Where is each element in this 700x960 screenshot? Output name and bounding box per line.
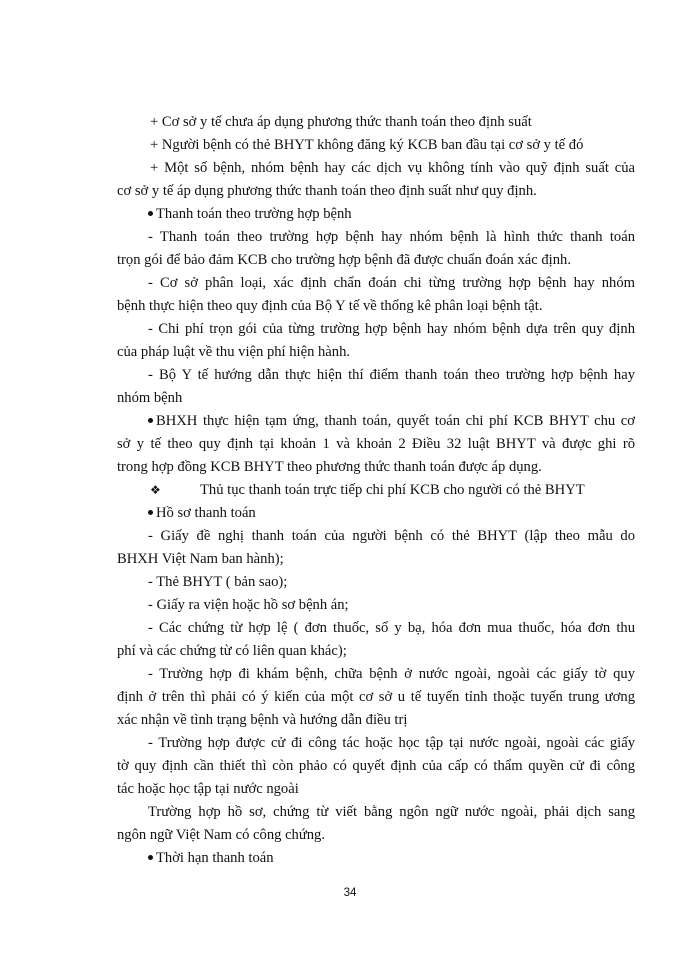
text-line: trong hợp đồng KCB BHYT theo phương thức thanh toán được áp dụng. [117,459,542,475]
text-line: - Thẻ BHYT ( bản sao); [148,574,288,590]
text-line: bệnh thực hiện theo quy định của Bộ Y tế về thống kê phân loại bệnh tật. [117,298,543,314]
text-line: - Giấy ra viện hoặc hồ sơ bệnh án; [148,597,349,613]
page-number: 34 [343,887,357,899]
text-line: + Một số bệnh, nhóm bệnh hay các dịch vụ không tính vào quỹ định suất của [150,160,635,176]
text-line: - Chi phí trọn gói của từng trường hợp bệnh hay nhóm bệnh dựa trên quy định [148,321,635,337]
text-line: sở y tế theo quy định tại khoản 1 và khoản 2 Điều 32 luật BHYT và được ghi rõ [117,436,635,452]
bullet-text: Hồ sơ thanh toán [156,505,256,521]
text-line: - Các chứng từ hợp lệ ( đơn thuốc, sổ y bạ, hóa đơn mua thuốc, hóa đơn thu [148,620,635,636]
bullet-item [148,205,666,223]
text-line: tờ quy định cần thiết thì còn phảo có quyết định của cấp có thẩm quyền cử đi công [117,758,635,774]
text-line: định ở trên thì phải có ý kiến của một cơ sở u tế tuyến tỉnh thoặc tuyến trung ương [117,689,635,705]
bullet-dot [148,510,153,515]
diamond-bullet-icon: ❖ [150,483,161,497]
bullet-text: Thanh toán theo trường hợp bệnh [156,206,352,222]
bullet-text: BHXH thực hiện tạm ứng, thanh toán, quyết toán chi phí KCB BHYT chu cơ [156,413,635,429]
text-line: + Cơ sở y tế chưa áp dụng phương thức thanh toán theo định suất [150,114,532,130]
text-line: - Bộ Y tế hướng dẫn thực hiện thí điểm thanh toán theo trường hợp bệnh hay [148,367,635,383]
text-line: - Giấy đề nghị thanh toán của người bệnh có thẻ BHYT (lập theo mẫu do [148,528,635,544]
text-line: của pháp luật về thu viện phí hiện hành. [117,344,351,360]
text-line: xác nhận về tình trạng bệnh và hướng dẫn điều trị [117,712,408,728]
text-line: Trường hợp hồ sơ, chứng từ viết bằng ngôn ngữ nước ngoài, phải dịch sang [148,804,635,820]
section-heading: Thủ tục thanh toán trực tiếp chi phí KCB cho người có thẻ BHYT [200,482,585,498]
bullet-dot [148,418,153,423]
text-line: trọn gói để bảo đảm KCB cho trường hợp bệnh đã được chuẩn đoán xác định. [117,252,571,268]
text-line: + Người bệnh có thẻ BHYT không đăng ký KCB ban đầu tại cơ sở y tế đó [150,137,584,153]
text-line: - Trường hợp đi khám bệnh, chữa bệnh ở nước ngoài, ngoài các giấy tờ quy [148,666,635,682]
text-line: - Trường hợp được cử đi công tác hoặc học tập tại nước ngoài, ngoài các giấy [148,735,635,751]
text-line: cơ sở y tế áp dụng phương thức thanh toán theo định suất như quy định. [117,183,537,199]
bullet-dot [148,211,153,216]
text-line: ngôn ngữ Việt Nam có công chứng. [117,827,326,843]
text-line: nhóm bệnh [117,390,183,406]
text-line: - Thanh toán theo trường hợp bệnh hay nhóm bệnh là hình thức thanh toán [148,229,635,245]
bullet-item [148,504,666,522]
text-line: tác hoặc học tập tại nước ngoài [117,781,299,797]
text-line: BHXH Việt Nam ban hành); [117,551,284,567]
text-line: - Cơ sở phân loại, xác định chẩn đoán chi từng trường hợp bệnh hay nhóm [148,275,635,291]
text-line: phí và các chứng từ có liên quan khác); [117,643,347,659]
bullet-text: Thời hạn thanh toán [156,850,274,866]
bullet-dot [148,855,153,860]
bullet-item [148,849,666,867]
bullet-item [148,412,635,430]
